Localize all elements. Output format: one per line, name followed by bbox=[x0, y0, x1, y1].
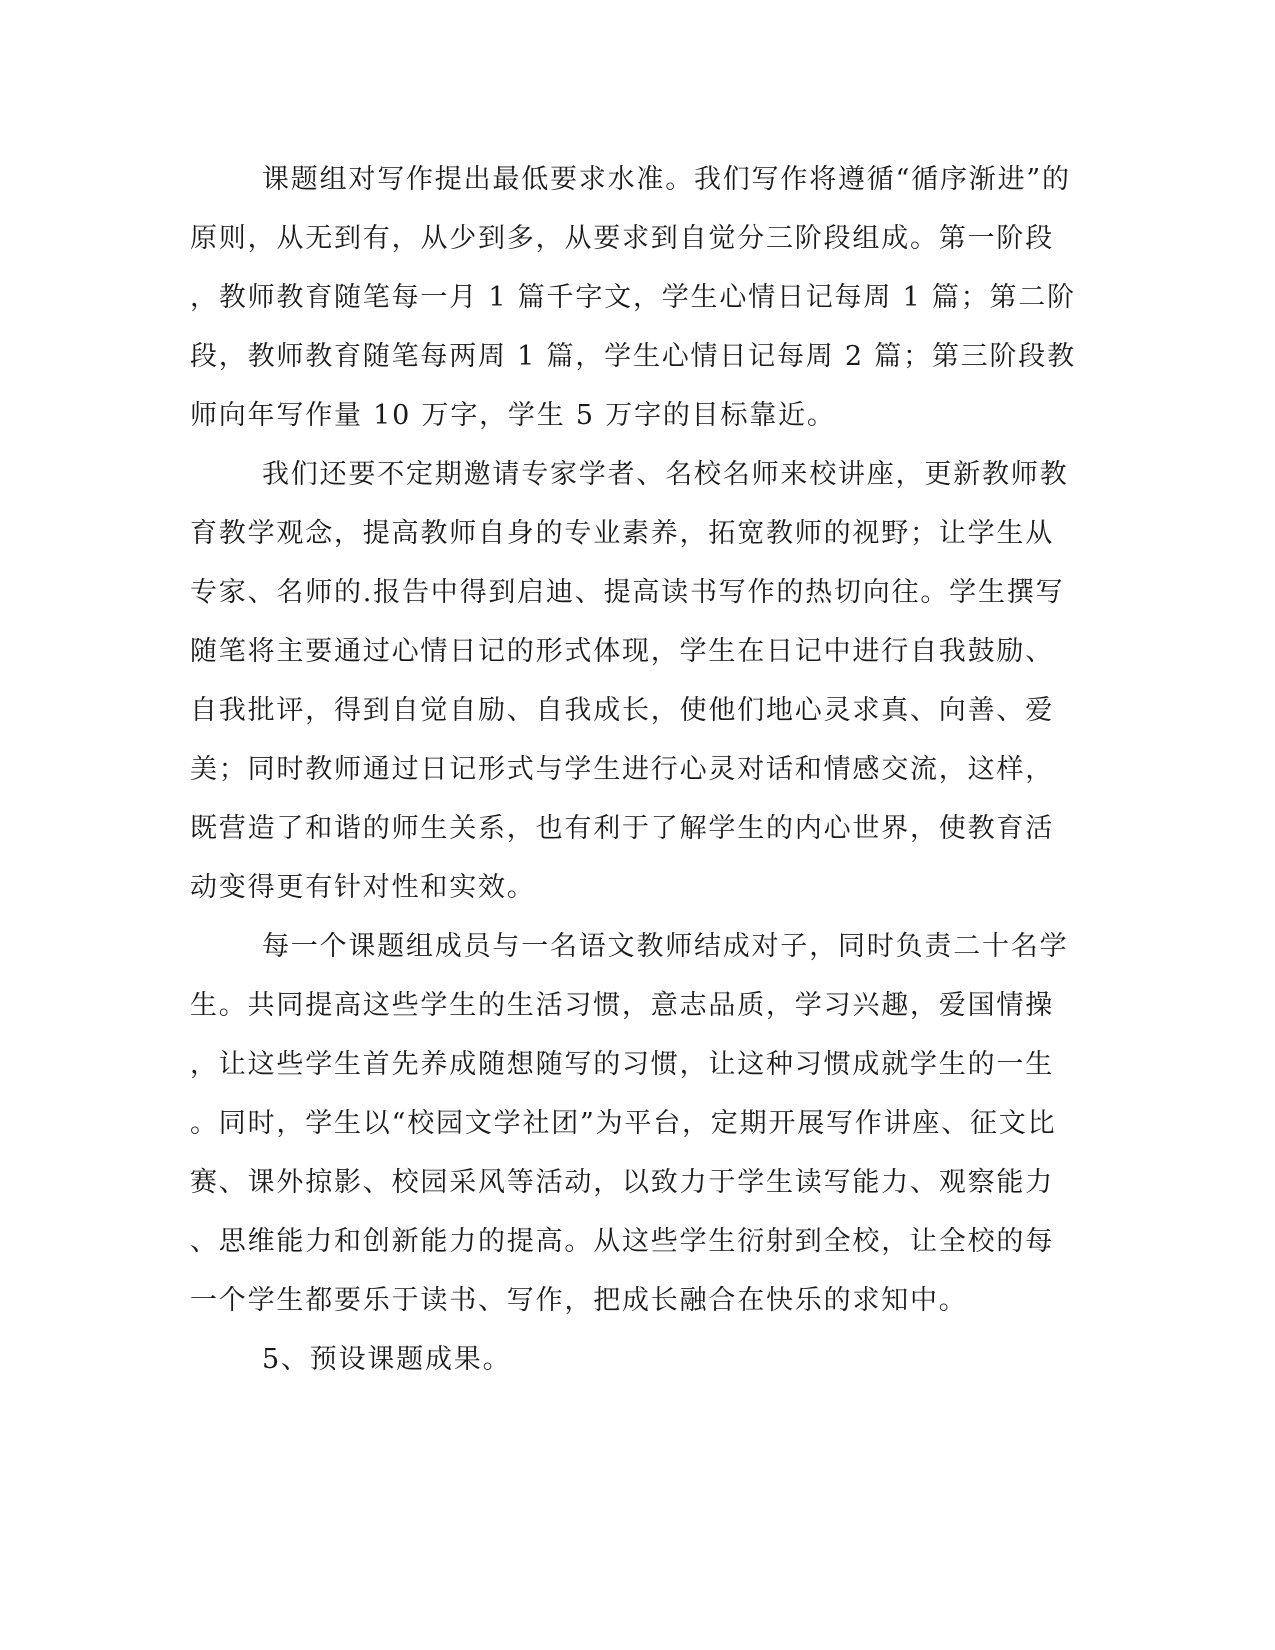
text-line: 既营造了和谐的师生关系，也有利于了解学生的内心世界，使教育活 bbox=[190, 813, 1054, 844]
text-line: 段，教师教育随笔每两周 1 篇，学生心情日记每周 2 篇；第三阶段教 bbox=[190, 341, 1076, 372]
text-line: 专家、名师的.报告中得到启迪、提高读书写作的热切向往。学生撰写 bbox=[190, 577, 1065, 608]
text-line: 课题组对写作提出最低要求水准。我们写作将遵循“循序渐进”的 bbox=[262, 164, 1071, 195]
text-line: 、思维能力和创新能力的提高。从这些学生衍射到全校，让全校的每 bbox=[190, 1226, 1054, 1257]
text-line: 育教学观念，提高教师自身的专业素养，拓宽教师的视野；让学生从 bbox=[190, 518, 1054, 549]
text-line: 自我批评，得到自觉自励、自我成长，使他们地心灵求真、向善、爱 bbox=[190, 695, 1054, 726]
text-line: 美；同时教师通过日记形式与学生进行心灵对话和情感交流，这样， bbox=[190, 754, 1054, 785]
text-line: 一个学生都要乐于读书、写作，把成长融合在快乐的求知中。 bbox=[190, 1285, 968, 1316]
text-line: 生。共同提高这些学生的生活习惯，意志品质，学习兴趣，爱国情操 bbox=[190, 990, 1054, 1021]
text-line: 我们还要不定期邀请专家学者、名校名师来校讲座，更新教师教 bbox=[262, 459, 1069, 490]
text-line: 动变得更有针对性和实效。 bbox=[190, 872, 536, 903]
text-line: 赛、课外掠影、校园采风等活动，以致力于学生读写能力、观察能力 bbox=[190, 1167, 1054, 1198]
text-line: 每一个课题组成员与一名语文教师结成对子，同时负责二十名学 bbox=[262, 931, 1069, 962]
text-line: 师向年写作量 10 万字，学生 5 万字的目标靠近。 bbox=[190, 400, 836, 431]
text-line: 。同时，学生以“校园文学社团”为平台，定期开展写作讲座、征文比 bbox=[190, 1108, 1057, 1139]
text-line: 原则，从无到有，从少到多，从要求到自觉分三阶段组成。第一阶段 bbox=[190, 223, 1054, 254]
text-line: ，让这些学生首先养成随想随写的习惯，让这种习惯成就学生的一生 bbox=[190, 1049, 1054, 1080]
section-heading-text: 5、预设课题成果。 bbox=[262, 1344, 512, 1375]
text-line: 随笔将主要通过心情日记的形式体现，学生在日记中进行自我鼓励、 bbox=[190, 636, 1054, 667]
text-line: ，教师教育随笔每一月 1 篇千字文，学生心情日记每周 1 篇；第二阶 bbox=[190, 282, 1076, 313]
